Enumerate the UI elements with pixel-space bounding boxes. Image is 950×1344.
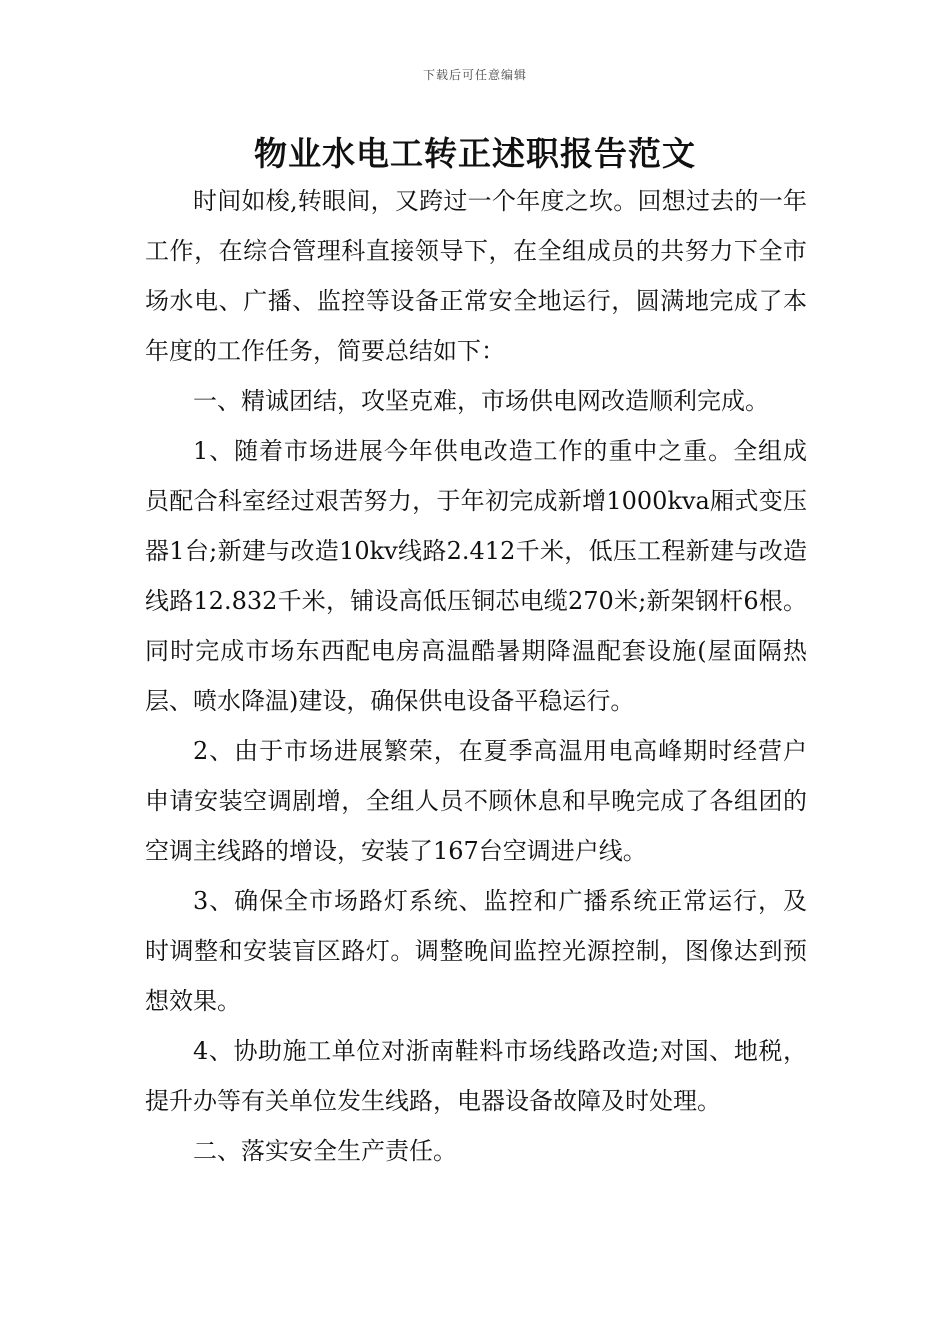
document-title: 物业水电工转正述职报告范文 bbox=[254, 134, 696, 173]
paragraph-item-2: 2、由于市场进展繁荣，在夏季高温用电高峰期时经营户申请安装空调剧增，全组人员不顾休息和早晚完成了各组团的空调主线路的增设，安装了167台空调进户线。 bbox=[145, 737, 807, 865]
paragraph-section-2-heading: 二、落实安全生产责任。 bbox=[193, 1137, 457, 1165]
paragraph-item-1: 1、随着市场进展今年供电改造工作的重中之重。全组成员配合科室经过艰苦努力，于年初完成新增1000kva厢式变压器1台;新建与改造10kv线路2.412千米，低压工程新建与改造线路12.832千米，铺设高低压铜芯电缆270米;新架钢杆6根。同时完成市场东西配电房高温酷暑期降温配套设施(屋面隔热层、喷水降温)建设，确保供电设备平稳运行。 bbox=[145, 437, 807, 715]
paragraph-section-1-heading: 一、精诚团结，攻坚克难，市场供电网改造顺利完成。 bbox=[193, 387, 769, 415]
paragraph-intro: 时间如梭,转眼间，又跨过一个年度之坎。回想过去的一年工作，在综合管理科直接领导下，在全组成员的共努力下全市场水电、广播、监控等设备正常安全地运行，圆满地完成了本年度的工作任务，简要总结如下： bbox=[145, 187, 807, 365]
page-header-note: 下载后可任意编辑 bbox=[422, 68, 527, 82]
paragraph-item-4: 4、协助施工单位对浙南鞋料市场线路改造;对国、地税，提升办等有关单位发生线路，电器设备故障及时处理。 bbox=[145, 1037, 807, 1115]
document-body bbox=[145, 176, 807, 1176]
paragraph-item-3: 3、确保全市场路灯系统、监控和广播系统正常运行，及时调整和安装盲区路灯。调整晚间监控光源控制，图像达到预想效果。 bbox=[145, 887, 807, 1015]
